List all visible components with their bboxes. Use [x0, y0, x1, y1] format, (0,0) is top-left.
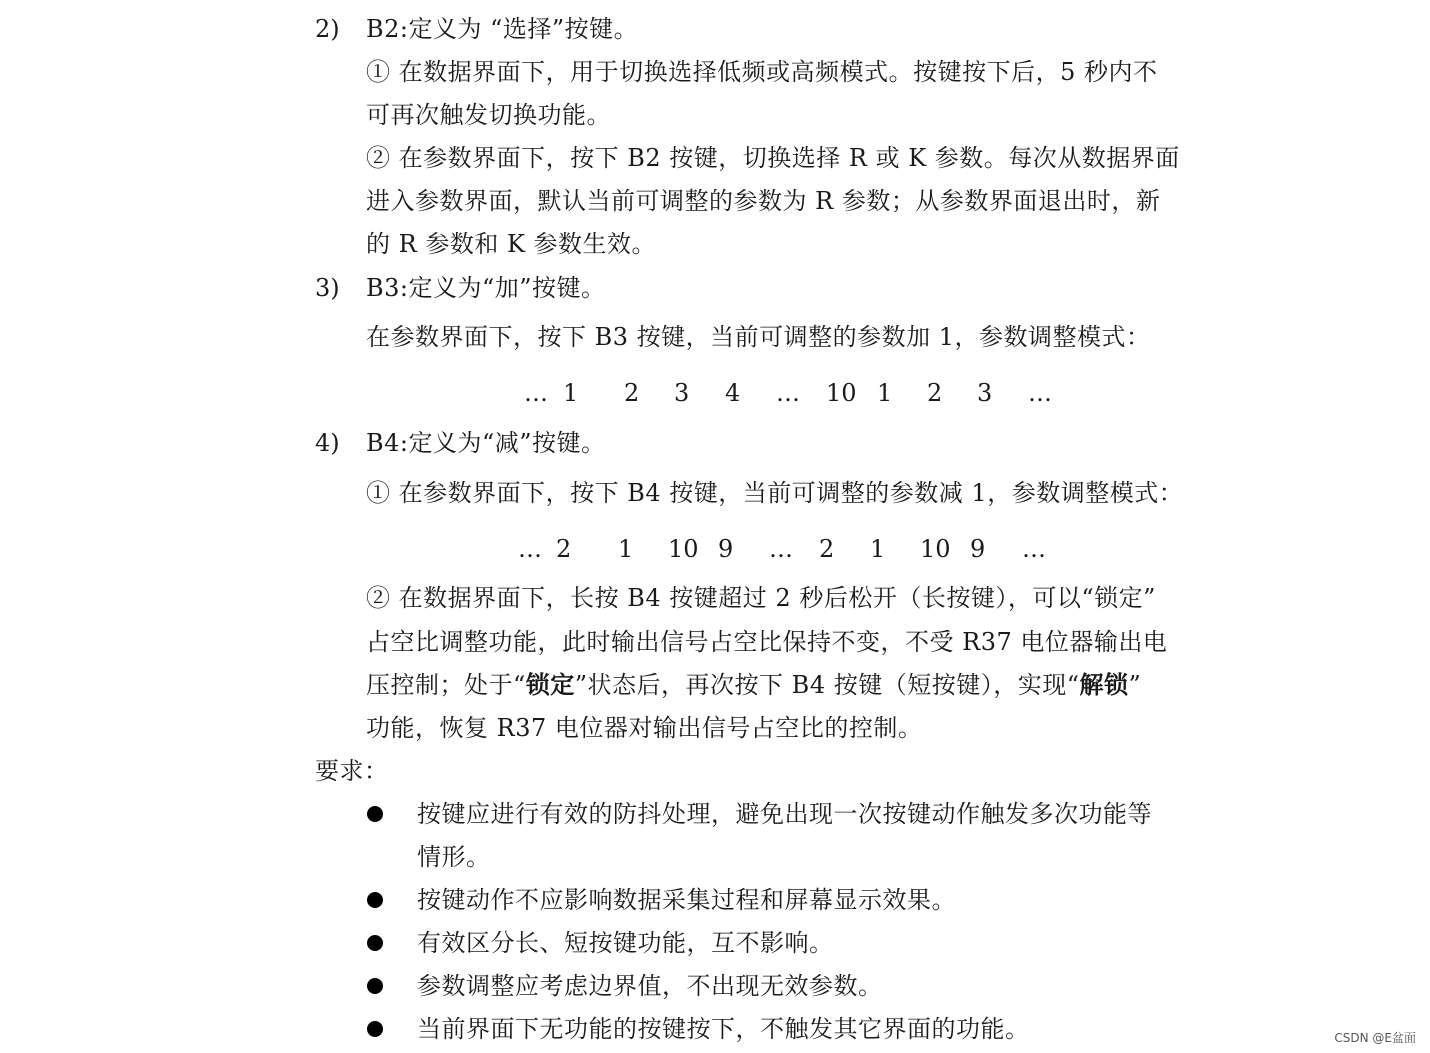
bold-unlock-text: 解锁 — [1079, 671, 1129, 699]
b4-seq-item: 10 — [668, 535, 699, 563]
b4-item2-line3-part-c: ” — [1128, 671, 1142, 699]
section-number-b2: 2) — [315, 15, 340, 43]
b4-seq-item: 9 — [718, 535, 734, 563]
b4-item2-line3-part-a: 压控制；处于“ — [366, 671, 526, 699]
b3-description: 在参数界面下，按下 B3 按键，当前可调整的参数加 1，参数调整模式： — [366, 323, 1151, 351]
bullet-icon — [367, 978, 383, 994]
b3-seq-item: 2 — [624, 379, 640, 407]
b4-sequence — [0, 533, 1430, 565]
b3-seq-item: 2 — [927, 379, 943, 407]
section-title-b2: B2:定义为 “选择”按键。 — [366, 15, 639, 43]
b3-seq-item: 10 — [826, 379, 857, 407]
b4-seq-item: 1 — [870, 535, 886, 563]
b4-seq-item: 9 — [970, 535, 986, 563]
requirement-item-1-line2: 情形。 — [417, 843, 491, 871]
bullet-icon — [367, 806, 383, 822]
b4-item1: ① 在参数界面下，按下 B4 按键，当前可调整的参数减 1，参数调整模式： — [366, 479, 1184, 507]
requirements-heading: 要求： — [315, 757, 389, 785]
section-title-b3: B3:定义为“加”按键。 — [366, 274, 606, 302]
b3-seq-item: 1 — [877, 379, 893, 407]
bullet-icon — [367, 935, 383, 951]
b2-item1-line1: ① 在数据界面下，用于切换选择低频或高频模式。按键按下后，5 秒内不 — [366, 58, 1158, 86]
b4-item2-line4: 功能，恢复 R37 电位器对输出信号占空比的控制。 — [366, 714, 923, 742]
requirement-item-4: 参数调整应考虑边界值，不出现无效参数。 — [417, 972, 883, 1000]
section-number-b3: 3) — [315, 274, 340, 302]
watermark: CSDN @E盆面 — [1334, 1031, 1416, 1045]
b4-item2-line1: ② 在数据界面下，长按 B4 按键超过 2 秒后松开（长按键），可以“锁定” — [366, 584, 1156, 612]
section-title-b4: B4:定义为“减”按键。 — [366, 429, 606, 457]
section-number-b4: 4) — [315, 429, 340, 457]
b4-item2-line3 — [366, 669, 1141, 701]
b3-seq-item: … — [776, 379, 800, 407]
b4-seq-item: 1 — [618, 535, 634, 563]
b4-seq-item: … — [769, 535, 793, 563]
b4-item2-line3-part-b: ”状态后，再次按下 B4 按键（短按键），实现“ — [574, 671, 1080, 699]
b3-seq-item: 1 — [563, 379, 579, 407]
b2-item2-line2: 进入参数界面，默认当前可调整的参数为 R 参数；从参数界面退出时，新 — [366, 187, 1161, 215]
requirement-item-5: 当前界面下无功能的按键按下，不触发其它界面的功能。 — [417, 1015, 1030, 1043]
b4-seq-item: … — [1022, 535, 1046, 563]
b4-item2-line2: 占空比调整功能，此时输出信号占空比保持不变，不受 R37 电位器输出电 — [366, 628, 1168, 656]
b4-seq-item: … — [518, 535, 542, 563]
bold-lock-text: 锁定 — [525, 671, 575, 699]
bullet-icon — [367, 1021, 383, 1037]
b3-seq-item: … — [524, 379, 548, 407]
b3-sequence — [0, 377, 1430, 409]
b3-seq-item: 4 — [725, 379, 741, 407]
b3-seq-item: 3 — [674, 379, 690, 407]
requirement-item-3: 有效区分长、短按键功能，互不影响。 — [417, 929, 834, 957]
requirement-item-1-line1: 按键应进行有效的防抖处理，避免出现一次按键动作触发多次功能等 — [417, 800, 1152, 828]
requirement-item-2: 按键动作不应影响数据采集过程和屏幕显示效果。 — [417, 886, 956, 914]
b2-item2-line3: 的 R 参数和 K 参数生效。 — [366, 230, 657, 258]
b4-seq-item: 2 — [556, 535, 572, 563]
b4-seq-item: 10 — [920, 535, 951, 563]
b3-seq-item: 3 — [977, 379, 993, 407]
b2-item1-line2: 可再次触发切换功能。 — [366, 101, 611, 129]
b3-seq-item: … — [1028, 379, 1052, 407]
b2-item2-line1: ② 在参数界面下，按下 B2 按键，切换选择 R 或 K 参数。每次从数据界面 — [366, 144, 1180, 172]
bullet-icon — [367, 892, 383, 908]
b4-seq-item: 2 — [819, 535, 835, 563]
